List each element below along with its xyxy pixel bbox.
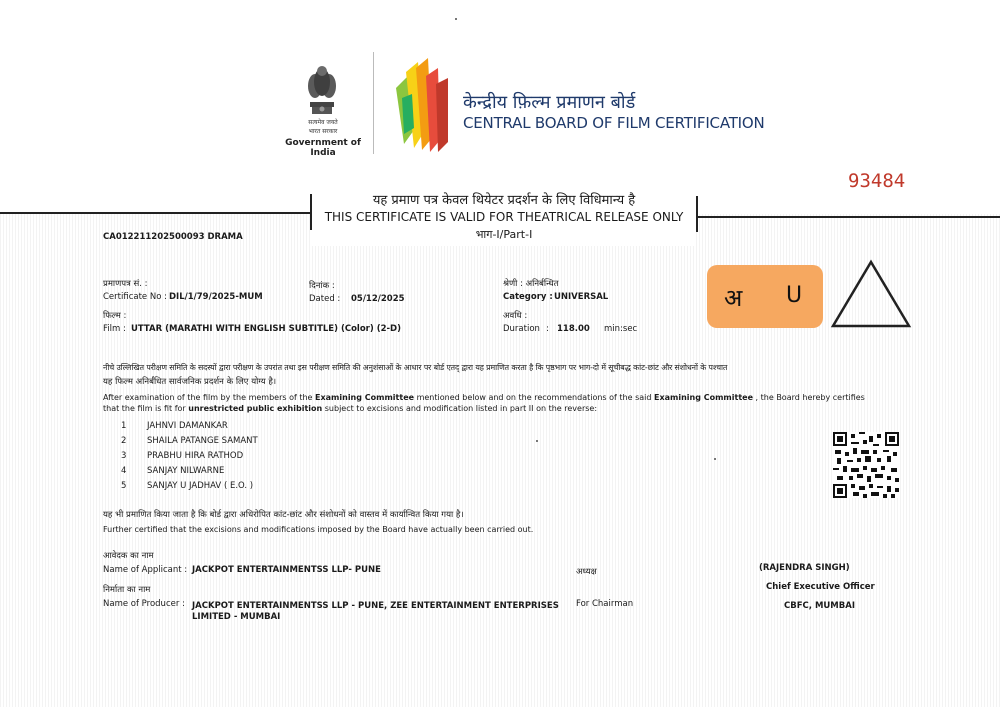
- para1-en-line2-part1: that the film is fit for: [103, 404, 189, 413]
- member-name: JAHNVI DAMANKAR: [147, 421, 228, 431]
- member-number: 3: [121, 451, 127, 461]
- org-name-english: CENTRAL BOARD OF FILM CERTIFICATION: [463, 114, 765, 132]
- duration-value: 118.00: [557, 324, 590, 334]
- banner-rule-left: [0, 212, 312, 214]
- cert-no-label-hindi: प्रमाणपत्र सं. :: [103, 279, 148, 289]
- signatory-title: Chief Executive Officer: [766, 582, 875, 592]
- certification-text-hindi: [103, 362, 903, 388]
- category-label: Category :: [503, 292, 553, 302]
- member-number: 4: [121, 466, 127, 476]
- producer-value-line1: JACKPOT ENTERTAINMENTSS LLP - PUNE, ZEE ENTERTAINMENT ENTERPRISES: [192, 601, 559, 611]
- para1-english-line1: [103, 392, 903, 403]
- para1-english-line2: [103, 403, 903, 414]
- execution-text: [103, 510, 903, 535]
- rating-hindi: अ: [724, 284, 743, 312]
- producer-value-line2: LIMITED - MUMBAI: [192, 612, 281, 622]
- para1-en-line2-bold: unrestricted public exhibition: [188, 404, 323, 413]
- member-name: SANJAY NILWARNE: [147, 466, 225, 476]
- emblem-motto: सत्यमेव जयते: [308, 119, 338, 126]
- scan-speck: [536, 440, 538, 442]
- para1-en-part2: mentioned below and on the recommendations of the said: [414, 393, 654, 402]
- film-label-hindi: फिल्म :: [103, 311, 127, 321]
- producer-label-hindi: निर्माता का नाम: [103, 585, 151, 595]
- date-label-hindi: दिनांक :: [309, 281, 335, 291]
- banner-tick-right: [696, 196, 698, 232]
- date-label: Dated :: [309, 294, 341, 304]
- banner-english: THIS CERTIFICATE IS VALID FOR THEATRICAL RELEASE ONLY: [324, 210, 684, 224]
- member-name: SHAILA PATANGE SAMANT: [147, 436, 258, 446]
- banner-part: भाग-I/Part-I: [475, 228, 533, 241]
- category-value: UNIVERSAL: [554, 292, 609, 302]
- signatory-office: CBFC, MUMBAI: [784, 601, 855, 611]
- banner-hindi: यह प्रमाण पत्र केवल थियेटर प्रदर्शन के लिए विधिमान्य है: [372, 193, 636, 208]
- duration-colon: :: [546, 324, 549, 334]
- member-number: 5: [121, 481, 127, 491]
- applicant-value: JACKPOT ENTERTAINMENTSS LLP- PUNE: [192, 565, 381, 575]
- para1-en-line2-part2: subject to excisions and modification listed in part II on the reverse:: [322, 404, 598, 413]
- rating-english: U: [786, 283, 803, 308]
- member-name: SANJAY U JADHAV ( E.O. ): [147, 481, 254, 491]
- signatory-name: (RAJENDRA SINGH): [759, 563, 850, 573]
- cert-no-label: Certificate No :: [103, 292, 167, 302]
- banner-rule-right: [696, 216, 1000, 218]
- para1-en-bold1: Examining Committee: [315, 393, 415, 402]
- serial-number: 93484: [848, 170, 906, 192]
- certificate-code: CA012211202500093 DRAMA: [103, 232, 243, 242]
- applicant-label: Name of Applicant :: [103, 565, 188, 575]
- para1-en-part3: , the Board hereby certifies: [753, 393, 865, 402]
- header-divider: [373, 52, 374, 154]
- category-label-hindi: श्रेणी : अनिर्बन्धित: [503, 279, 559, 289]
- org-name-hindi: केन्द्रीय फ़िल्म प्रमाणन बोर्ड: [463, 92, 636, 113]
- film-value: UTTAR (MARATHI WITH ENGLISH SUBTITLE) (Color) (2-D): [131, 324, 401, 334]
- para1-en-part1: After examination of the film by the members of the: [103, 393, 316, 402]
- emblem-hindi-label: भारत सरकार: [308, 128, 338, 135]
- validity-banner: [312, 188, 696, 246]
- cert-no-value: DIL/1/79/2025-MUM: [169, 292, 263, 302]
- government-of-india-label: Government of India: [285, 138, 361, 158]
- member-name: PRABHU HIRA RATHOD: [147, 451, 244, 461]
- film-label: Film :: [103, 324, 126, 334]
- chairman-label-hindi: अध्यक्ष: [576, 567, 597, 577]
- para1-en-bold2: Examining Committee: [653, 393, 754, 402]
- qr-code: [833, 432, 899, 498]
- para1-hindi-line1: नीचे उल्लिखित परीक्षण समिति के सदस्यों द्वारा परीक्षण के उपरांत तथा इस परीक्षण समिति की अनुशंसाओं के आधार पर बोर्ड एतद् द्वारा यह प्रमाणित करता है कि पृष्ठभाग पर भाग-दो में सूचीबद्ध कांट-छांट और संशोधनों के पश्चात: [103, 363, 728, 372]
- para1-hindi-line2: यह फिल्म अनिर्बंधित सार्वजनिक प्रदर्शन के लिए योग्य है।: [103, 377, 277, 387]
- duration-label-hindi: अवधि :: [503, 311, 528, 321]
- scan-speck: [455, 18, 457, 20]
- duration-label: Duration: [503, 324, 540, 334]
- date-value: 05/12/2025: [351, 294, 405, 304]
- national-emblem-icon: [300, 62, 344, 120]
- member-number: 2: [121, 436, 127, 446]
- member-number: 1: [121, 421, 127, 431]
- chairman-label: For Chairman: [576, 599, 634, 609]
- certification-text-english: [103, 392, 903, 414]
- duration-unit: min:sec: [604, 324, 638, 334]
- producer-label: Name of Producer :: [103, 599, 185, 609]
- applicant-label-hindi: आवेदक का नाम: [103, 551, 154, 561]
- para2-english: Further certified that the excisions and modifications imposed by the Board have actually been carried out.: [103, 525, 534, 534]
- para2-hindi: यह भी प्रमाणित किया जाता है कि बोर्ड द्वारा अधिरोपित कांट-छांट और संशोधनों को वास्तव में कार्यान्वित किया गया है।: [103, 510, 464, 520]
- universal-triangle-icon: [829, 258, 913, 330]
- cbfc-logo-icon: [392, 58, 456, 153]
- scan-speck: [714, 458, 716, 460]
